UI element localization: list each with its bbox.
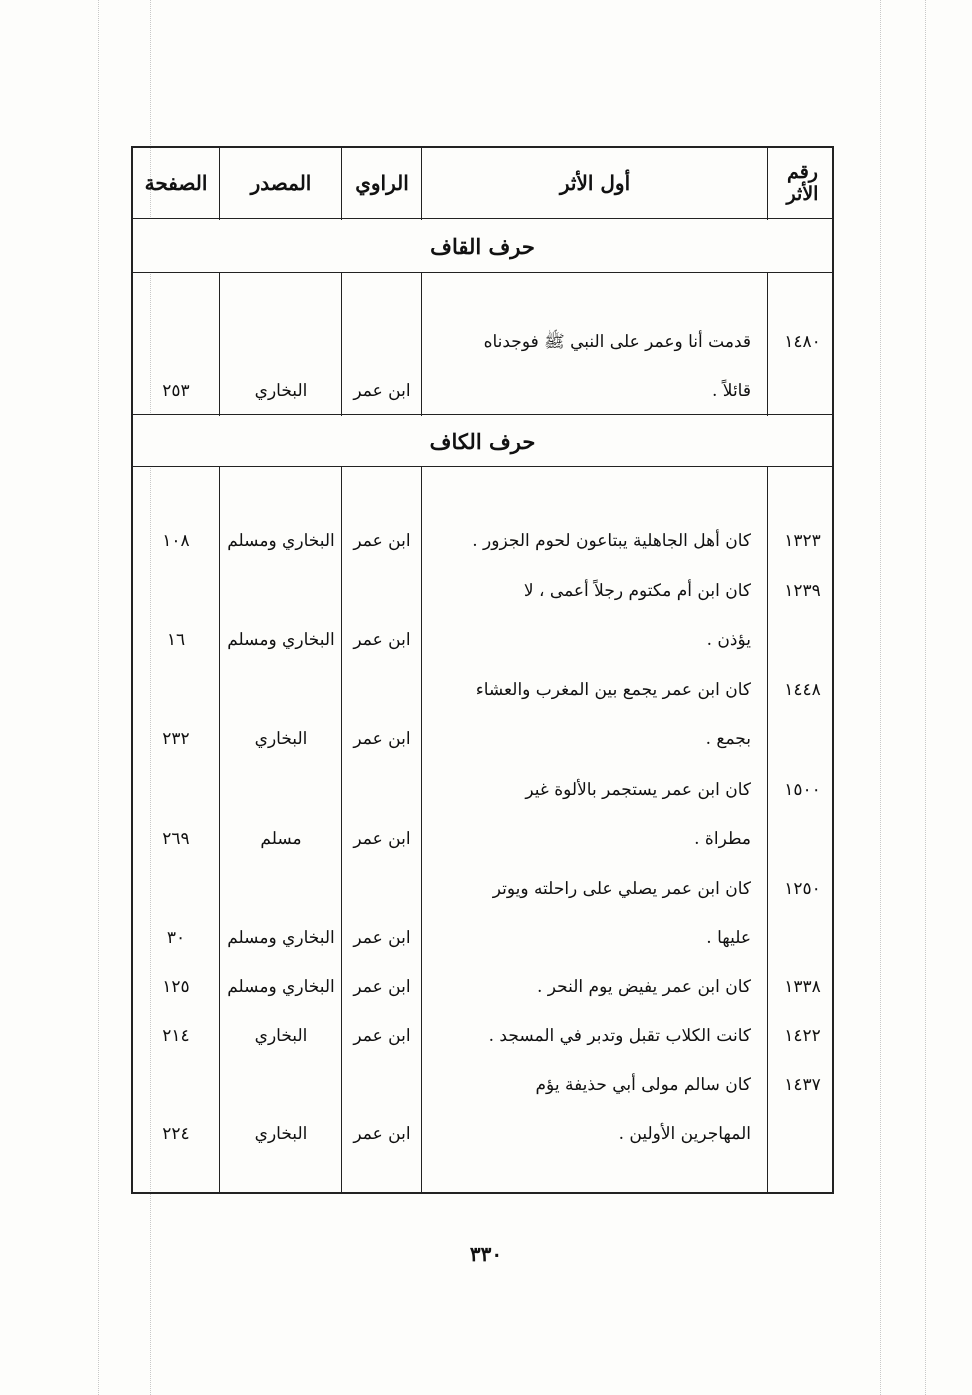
entry-text: كان ابن عمر يجمع بين المغرب والعشاء (475, 680, 751, 700)
entry-narrator: ابن عمر (353, 381, 411, 401)
entry-number: ١٤٤٨ (784, 680, 821, 700)
entry-page: ١٦ (166, 630, 186, 650)
entry-narrator: ابن عمر (353, 1026, 411, 1046)
scan-artifact (925, 0, 926, 1395)
column-divider (341, 148, 342, 1192)
entry-source: البخاري (254, 1124, 308, 1144)
entry-narrator: ابن عمر (353, 928, 411, 948)
entry-text: كان ابن عمر يفيض يوم النحر . (536, 977, 751, 997)
header-page: الصفحة (144, 171, 208, 195)
entry-text: عليها . (706, 928, 751, 948)
entry-narrator: ابن عمر (353, 1124, 411, 1144)
entry-page: ١٠٨ (162, 531, 190, 551)
header-narrator: الراوي (355, 171, 409, 195)
entry-page: ٢٢٤ (162, 1124, 190, 1144)
entry-number: ١٤٨٠ (784, 332, 821, 352)
section-title-kaf: حرف الكاف (429, 428, 536, 454)
entry-number: ١٣٣٨ (784, 977, 821, 997)
section-title-qaf: حرف القاف (430, 233, 535, 259)
index-table (131, 146, 834, 1194)
entry-text: المهاجرين الأولين . (618, 1124, 751, 1144)
scan-artifact (98, 0, 99, 1395)
entry-source: البخاري ومسلم (227, 928, 335, 948)
entry-source: البخاري ومسلم (227, 977, 335, 997)
entry-text: بجمع . (705, 729, 751, 749)
entry-source: البخاري ومسلم (227, 630, 335, 650)
entry-text: قائلاً . (712, 381, 751, 401)
entry-text: كان أهل الجاهلية يبتاعون لحوم الجزور . (472, 531, 751, 551)
entry-narrator: ابن عمر (353, 729, 411, 749)
column-divider (219, 148, 220, 1192)
entry-number: ١٢٣٩ (784, 581, 821, 601)
entry-text: كان ابن أم مكتوم رجلاً أعمى ، لا (523, 581, 751, 601)
header-source: المصدر (250, 171, 312, 195)
entry-source: البخاري (254, 729, 308, 749)
row-divider (133, 218, 832, 219)
row-divider (133, 466, 832, 467)
column-divider (767, 148, 768, 1192)
entry-page: ١٢٥ (162, 977, 190, 997)
entry-text: كان ابن عمر يصلي على راحلته ويوتر (492, 879, 751, 899)
entry-number: ١٤٢٢ (784, 1026, 821, 1046)
entry-page: ٢٥٣ (162, 381, 190, 401)
entry-source: البخاري (254, 1026, 308, 1046)
entry-source: البخاري ومسلم (227, 531, 335, 551)
entry-page: ٢٦٩ (162, 829, 190, 849)
entry-number: ١٤٣٧ (784, 1075, 821, 1095)
entry-narrator: ابن عمر (353, 829, 411, 849)
scan-artifact (880, 0, 881, 1395)
entry-text: كان سالم مولى أبي حذيفة يؤم (535, 1075, 751, 1095)
row-divider (133, 414, 832, 415)
entry-text: قدمت أنا وعمر على النبي ﷺ فوجدناه (483, 332, 751, 352)
entry-page: ٢١٤ (162, 1026, 190, 1046)
header-number: رقم الأثر (786, 161, 819, 205)
row-divider (133, 272, 832, 273)
entry-page: ٢٣٢ (162, 729, 190, 749)
entry-narrator: ابن عمر (353, 531, 411, 551)
entry-number: ١٥٠٠ (784, 780, 821, 800)
header-first-text: أول الأثر (559, 171, 631, 195)
column-divider (421, 148, 422, 1192)
entry-narrator: ابن عمر (353, 630, 411, 650)
entry-narrator: ابن عمر (353, 977, 411, 997)
entry-page: ٣٠ (166, 928, 186, 948)
entry-text: مطراة . (694, 829, 751, 849)
entry-text: يؤذن . (706, 630, 751, 650)
entry-number: ١٣٢٣ (784, 531, 821, 551)
entry-source: البخاري (254, 381, 308, 401)
page-number: ٣٣٠ (469, 1242, 503, 1266)
entry-text: كان ابن عمر يستجمر بالألوة غير (525, 780, 751, 800)
entry-source: مسلم (260, 829, 302, 849)
entry-number: ١٢٥٠ (784, 879, 821, 899)
entry-text: كانت الكلاب تقبل وتدبر في المسجد . (488, 1026, 751, 1046)
